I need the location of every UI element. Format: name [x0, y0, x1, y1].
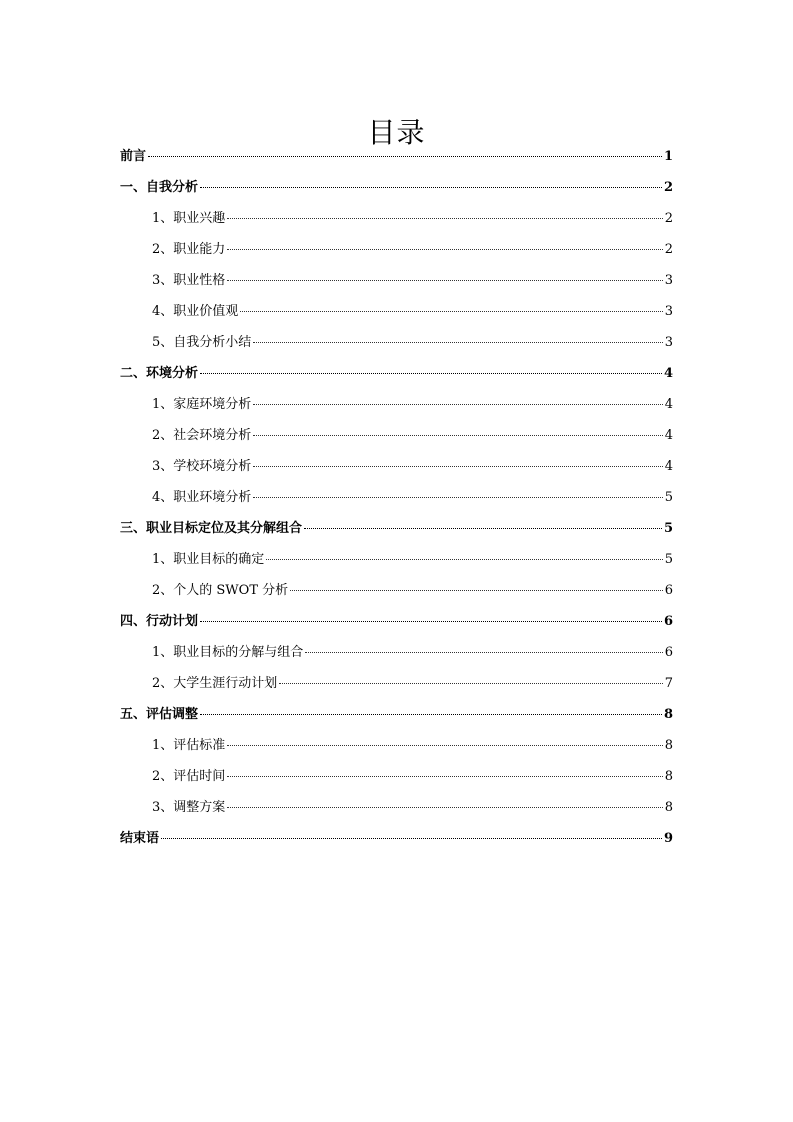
toc-dot-leader: [227, 775, 662, 777]
toc-dot-leader: [148, 155, 662, 157]
toc-section-entry[interactable]: [152, 483, 673, 513]
toc-page-number: 3: [664, 273, 673, 288]
toc-dot-leader: [200, 713, 662, 715]
toc-dot-leader: [227, 248, 662, 250]
toc-page-number: 4: [664, 459, 673, 474]
toc-dot-leader: [279, 682, 662, 684]
toc-dot-leader: [227, 217, 662, 219]
toc-dot-leader: [227, 806, 662, 808]
toc-section-entry[interactable]: [152, 452, 673, 482]
toc-section-entry[interactable]: [152, 266, 673, 296]
toc-page-number: 6: [664, 583, 673, 598]
toc-entry-label: 3、职业性格: [152, 273, 226, 288]
toc-entry-label: 2、个人的 SWOT 分析: [152, 583, 289, 598]
toc-entry-label: 2、社会环境分析: [152, 428, 252, 443]
toc-chapter-entry[interactable]: [120, 514, 673, 544]
toc-chapter-entry[interactable]: [120, 824, 673, 854]
toc-entry-label: 1、职业兴趣: [152, 211, 226, 226]
toc-page-number: 2: [664, 242, 673, 257]
toc-section-entry[interactable]: [152, 545, 673, 575]
toc-dot-leader: [305, 651, 662, 653]
toc-section-entry[interactable]: [152, 762, 673, 792]
toc-page-number: 2: [663, 180, 673, 195]
toc-page-number: 2: [664, 211, 673, 226]
toc-entry-label: 五、评估调整: [120, 707, 199, 722]
toc-page-number: 6: [663, 614, 673, 629]
toc-entry-label: 2、职业能力: [152, 242, 226, 257]
toc-section-entry[interactable]: [152, 638, 673, 668]
toc-dot-leader: [304, 527, 662, 529]
toc-section-entry[interactable]: [152, 390, 673, 420]
toc-section-entry[interactable]: [152, 297, 673, 327]
toc-entry-label: 2、评估时间: [152, 769, 226, 784]
toc-section-entry[interactable]: [152, 576, 673, 606]
toc-page-number: 5: [664, 490, 673, 505]
toc-page-number: 5: [664, 552, 673, 567]
toc-entry-label: 一、自我分析: [120, 180, 199, 195]
toc-page-number: 8: [663, 707, 673, 722]
toc-chapter-entry[interactable]: [120, 359, 673, 389]
toc-dot-leader: [240, 310, 662, 312]
toc-entry-label: 三、职业目标定位及其分解组合: [120, 521, 303, 536]
toc-dot-leader: [266, 558, 662, 560]
toc-entry-label: 1、评估标准: [152, 738, 226, 753]
toc-entry-label: 二、环境分析: [120, 366, 199, 381]
toc-dot-leader: [290, 589, 663, 591]
toc-entry-label: 2、大学生涯行动计划: [152, 676, 278, 691]
toc-dot-leader: [253, 434, 662, 436]
toc-chapter-entry[interactable]: [120, 173, 673, 203]
toc-entry-label: 结束语: [120, 831, 160, 846]
toc-entry-label: 1、职业目标的确定: [152, 552, 265, 567]
toc-section-entry[interactable]: [152, 204, 673, 234]
toc-page-number: 1: [663, 149, 673, 164]
toc-entry-label: 1、家庭环境分析: [152, 397, 252, 412]
toc-section-entry[interactable]: [152, 328, 673, 358]
toc-dot-leader: [161, 837, 662, 839]
toc-entry-label: 4、职业价值观: [152, 304, 239, 319]
toc-section-entry[interactable]: [152, 669, 673, 699]
toc-entry-label: 四、行动计划: [120, 614, 199, 629]
toc-entry-label: 前言: [120, 149, 147, 164]
toc-chapter-entry[interactable]: [120, 142, 673, 172]
toc-entry-label: 1、职业目标的分解与组合: [152, 645, 304, 660]
toc-page-number: 8: [664, 769, 673, 784]
toc-dot-leader: [253, 341, 662, 343]
toc-page-number: 4: [663, 366, 673, 381]
toc-page-number: 6: [664, 645, 673, 660]
toc-dot-leader: [253, 465, 662, 467]
toc-entry-label: 5、自我分析小结: [152, 335, 252, 350]
toc-page-number: 8: [664, 738, 673, 753]
toc-entry-label: 3、学校环境分析: [152, 459, 252, 474]
toc-dot-leader: [253, 496, 662, 498]
toc-dot-leader: [200, 186, 662, 188]
toc-section-entry[interactable]: [152, 235, 673, 265]
toc-page-number: 8: [664, 800, 673, 815]
toc-page-number: 7: [664, 676, 673, 691]
toc-section-entry[interactable]: [152, 421, 673, 451]
toc-section-entry[interactable]: [152, 731, 673, 761]
toc-dot-leader: [253, 403, 662, 405]
page-title: 目录: [367, 115, 426, 149]
toc-dot-leader: [200, 620, 662, 622]
toc-page-number: 3: [664, 335, 673, 350]
toc-page-number: 4: [664, 428, 673, 443]
toc-entry-label: 3、调整方案: [152, 800, 226, 815]
toc-page-number: 9: [663, 831, 673, 846]
toc-dot-leader: [227, 279, 662, 281]
toc-chapter-entry[interactable]: [120, 700, 673, 730]
toc-page-number: 5: [663, 521, 673, 536]
toc-section-entry[interactable]: [152, 793, 673, 823]
toc-chapter-entry[interactable]: [120, 607, 673, 637]
toc-page-number: 3: [664, 304, 673, 319]
toc-dot-leader: [200, 372, 662, 374]
toc-page-number: 4: [664, 397, 673, 412]
toc-dot-leader: [227, 744, 662, 746]
toc-entry-label: 4、职业环境分析: [152, 490, 252, 505]
